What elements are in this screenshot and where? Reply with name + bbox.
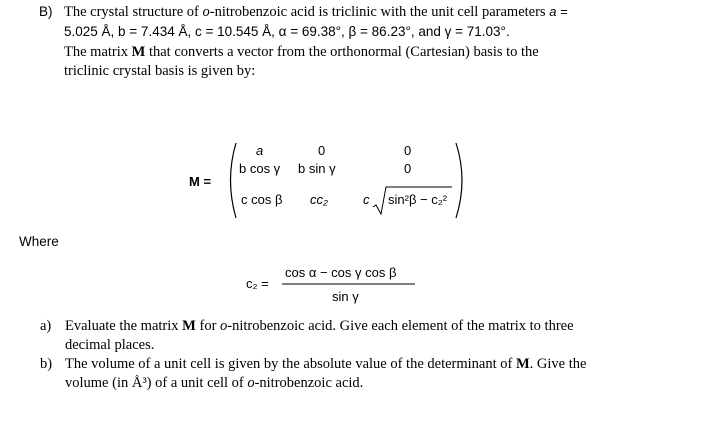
right-paren: [456, 143, 462, 218]
matrix-r1c1: a: [256, 143, 264, 158]
matrix-r1c3: 0: [404, 143, 412, 158]
matrix-label: M =: [189, 174, 212, 189]
matrix-r1c2: 0: [318, 143, 326, 158]
matrix-r3c3-radicand: sin²β − c₂²: [388, 192, 448, 207]
question-text: -nitrobenzoic acid. Give each element of the matrix to three: [227, 318, 574, 334]
question-text: Evaluate the matrix: [65, 318, 183, 334]
question-text: -nitrobenzoic acid.: [254, 375, 364, 391]
matrix-r3c1: c cos β: [241, 192, 283, 207]
question-a-line-2: decimal places.: [65, 337, 155, 353]
param-a: a =: [549, 4, 568, 19]
intro-text: The matrix: [64, 44, 132, 60]
question-text: . Give the: [529, 356, 587, 372]
c2-lhs: c₂ =: [246, 276, 269, 291]
question-b-line-1: [65, 356, 586, 373]
where-label: Where: [19, 234, 59, 249]
c2-numerator: cos α − cos γ cos β: [285, 265, 397, 280]
question-b-line-2: [65, 375, 363, 392]
question-a-line-1: [65, 318, 574, 335]
question-b-label: b): [40, 356, 53, 372]
ortho-prefix: o: [202, 4, 210, 20]
question-text: volume (in Å³) of a unit cell of: [65, 375, 248, 391]
part-label: B): [39, 4, 53, 19]
matrix-r3c3-coef: c: [363, 192, 370, 207]
question-a-label: a): [40, 318, 52, 334]
intro-text: that converts a vector from the orthonormal (Cartesian) basis to the: [145, 44, 539, 60]
ortho-prefix: o: [247, 375, 255, 391]
matrix-symbol: M: [182, 318, 196, 334]
intro-text: The crystal structure of: [64, 4, 203, 20]
c2-denominator: sin γ: [332, 289, 359, 304]
intro-text: -nitrobenzoic acid is triclinic with the unit cell parameters: [209, 4, 550, 20]
question-text: for: [195, 318, 221, 334]
question-text: The volume of a unit cell is given by the absolute value of the determinant of: [65, 356, 516, 372]
matrix-r3c2: cc₂: [310, 192, 328, 207]
matrix-symbol: M: [131, 44, 146, 60]
matrix-r2c3: 0: [404, 161, 412, 176]
matrix-r2c1: b cos γ: [239, 161, 281, 176]
intro-line-4: triclinic crystal basis is given by:: [64, 63, 256, 79]
ortho-prefix: o: [220, 318, 228, 334]
matrix-r2c2: b sin γ: [298, 161, 336, 176]
left-paren: [231, 143, 237, 218]
intro-line-2: 5.025 Å, b = 7.434 Å, c = 10.545 Å, α = 69.38°, β = 86.23°, and γ = 71.03°.: [64, 24, 510, 39]
matrix-symbol: M: [515, 356, 530, 372]
